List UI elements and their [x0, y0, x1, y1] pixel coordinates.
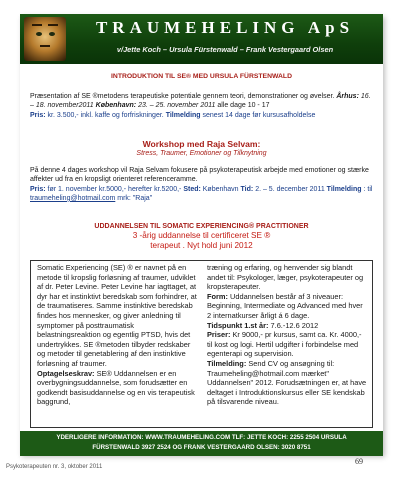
brand-name: TRAUMEHELING ApS	[95, 18, 355, 37]
workshop-subtitle: Stress, Traumer, Emotioner og Tilknytning	[136, 150, 267, 158]
tiger-stripe	[40, 45, 50, 47]
intro-reg: senest 14 dage før kursusafholdelse	[202, 111, 316, 119]
workshop-place: København	[202, 185, 239, 193]
details-right-column	[207, 263, 367, 407]
intro-price-label: Pris:	[30, 111, 46, 119]
workshop-reg-post: mrk: "Raja"	[117, 194, 153, 202]
schedule-text: 7.6.-12.6 2012	[270, 320, 319, 330]
education-details-box	[30, 260, 373, 428]
prices-label: Priser:	[207, 330, 231, 340]
founders-subtitle: v/Jette Koch – Ursula Fürstenwald – Frank Vestergaard Olsen	[116, 45, 334, 54]
registration-text: Send CV og ansøgning til: Traumeheling@hotmail.com mærket" Uddannelsen" 2012. Forudsætningen er, at have deltaget i Introduktionskursus eller SE kendskab på tilsvarende niveau.	[207, 358, 367, 407]
registration-label: Tilmelding:	[207, 358, 247, 368]
workshop-body	[30, 166, 373, 203]
admission-text: SE® Uddannelsen er en overbygningsuddannelse, som forudsætter en godkendt basisuddannelse og en vis terapeutisk baggrund,	[37, 368, 195, 407]
tiger-logo-image	[24, 17, 66, 61]
workshop-heading-block	[30, 140, 373, 159]
tiger-eye-left	[36, 32, 42, 36]
education-heading: UDDANNELSEN TIL SOMATIC EXPERIENCING® PRACTITIONER	[94, 223, 309, 230]
workshop-reg-pre: : til	[363, 185, 373, 193]
form-text: Uddannelsen består af 3 niveauer: Beginning, Intermediate og Advanced med hver 2 internatkurser årligt á 6 dage.	[207, 291, 363, 320]
target-audience: træning og erfaring, og henvender sig blandt andet til: Psykologer, læger, psykoterapeuter og kropsterapeuter.	[207, 263, 364, 292]
education-heading-block	[30, 222, 373, 250]
header-banner	[20, 14, 383, 64]
intro-price: kr. 3.500,- inkl. kaffe og forfriskninger.	[47, 111, 164, 119]
tiger-eye-right	[49, 32, 55, 36]
workshop-time-label: Tid:	[240, 185, 254, 193]
details-left-column	[37, 263, 197, 407]
contact-line-1: YDERLIGERE INFORMATION: WWW.TRAUMEHELING.COM TLF: JETTE KOCH: 2255 2504 URSULA	[56, 434, 347, 441]
aarhus-dates: 16. – 18. november2011	[30, 93, 371, 110]
form-label: Form:	[207, 291, 228, 301]
workshop-text: På denne 4 dages workshop vil Raja Selvam fokusere på psykoterapeutisk arbejde med emotioner og stærke affekter ud fra en kropsligt orienteret referenceramme.	[30, 167, 369, 184]
intro-reg-label: Tilmelding	[165, 111, 201, 119]
kbh-label: København:	[95, 102, 137, 110]
intro-text: Præsentation af SE ®metodens terapeutiske potentiale gennem teori, demonstrationer og øvelser.	[30, 93, 335, 100]
workshop-reg-label: Tilmelding	[326, 185, 362, 193]
workshop-place-label: Sted:	[183, 185, 201, 193]
tiger-stripe	[32, 24, 42, 26]
workshop-email-link[interactable]: traumeheling@hotmail.com	[30, 194, 116, 202]
admission-label: Optagelseskrav:	[37, 368, 95, 378]
se-description: Somatic Experiencing (SE) ® er navnet på en metode til kropslig forløsning af traumer, udviklet af dr. Peter Levine. Peter Levine har iagttaget, at dyr har et instinktivt beredskab som forhindrer, at de traumatiseres. Samme instinktive beredskab findes hos mennesker, og giver anledning til symptomer på posttraumatisk belastningsreaktion og egentlig PTSD, hvis det undertrykkes. SE ®metoden tilbyder redskaber og metoder til genetablering af den instinktive forløsning af traumer.	[37, 263, 197, 368]
education-line-2: terapeut . Nyt hold juni 2012	[150, 240, 253, 250]
education-line-1: 3 -årig uddannelse til certificeret SE ®	[132, 231, 271, 241]
intro-body	[30, 92, 373, 120]
intro-heading-block	[30, 72, 373, 81]
publication-footer: Psykoterapeuten nr. 3, oktober 2011	[6, 464, 103, 470]
intro-heading: INTRODUKTION TIL SE® MED URSULA FÜRSTENWALD	[111, 73, 292, 80]
aarhus-label: Århus:	[336, 93, 359, 100]
contact-line-2: FÜRSTENWALD 3927 2524 OG FRANK VESTERGAARD OLSEN: 3020 8751	[92, 444, 311, 451]
intro-time: alle dage 10 - 17	[217, 102, 270, 110]
advertisement-page	[20, 14, 383, 454]
workshop-time: 2. – 5. december 2011	[255, 185, 325, 193]
page-number: 69	[355, 457, 363, 466]
schedule-label: Tidspunkt 1.st år:	[207, 320, 269, 330]
kbh-dates: 23. – 25. november 2011	[138, 102, 216, 110]
contact-footer	[20, 431, 383, 456]
tiger-stripe	[48, 24, 58, 26]
prices-text: Kr 9000,- pr kursus, samt ca. Kr. 4000,- til kost og logi. Hertil udgifter i forbindelse med egenterapi og supervision.	[207, 330, 362, 359]
workshop-title: Workshop med Raja Selvam:	[142, 139, 261, 149]
workshop-price: før 1. november kr.5000,- herefter kr.5200,-	[47, 185, 182, 193]
workshop-price-label: Pris:	[30, 185, 46, 193]
